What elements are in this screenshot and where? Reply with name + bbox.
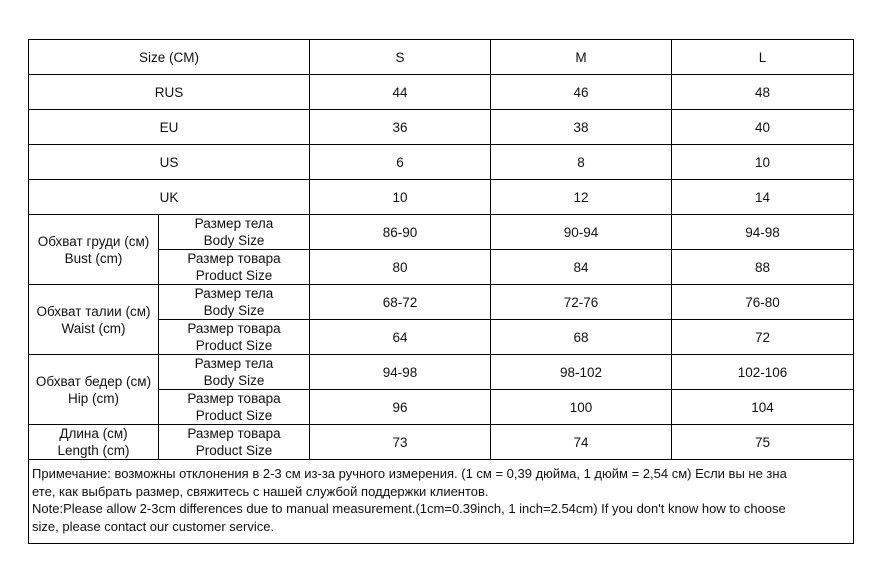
note-row <box>29 460 854 544</box>
size-chart <box>28 39 853 550</box>
table-row-us <box>29 145 854 180</box>
size-table <box>28 39 854 544</box>
measure-type-en: Product Size <box>195 268 273 283</box>
measure-type <box>159 390 310 425</box>
measure-type <box>159 250 310 285</box>
table-cell: 104 <box>672 390 854 425</box>
group-label-ru: Длина (см) <box>59 426 128 441</box>
note-line-en-1: Note:Please allow 2-3cm differences due to manual measurement.(1cm=0.39inch, 1 inch=2.54cm) If you don't know how to choose <box>32 501 786 516</box>
table-cell: 76-80 <box>672 285 854 320</box>
measure-type <box>159 320 310 355</box>
note-line-ru-1: Примечание: возможны отклонения в 2-3 см из-за ручного измерения. (1 см = 0,39 дюйма, 1 дюйм = 2,54 см) Если вы не зна <box>32 466 787 481</box>
table-cell: 8 <box>491 145 672 180</box>
table-cell: 102-106 <box>672 355 854 390</box>
table-cell: 94-98 <box>672 215 854 250</box>
measure-type-en: Body Size <box>203 303 265 318</box>
note-line-ru-2: ете, как выбрать размер, свяжитесь с нашей службой поддержки клиентов. <box>32 483 489 499</box>
table-cell: 48 <box>672 75 854 110</box>
table-cell: 10 <box>672 145 854 180</box>
table-cell: 6 <box>310 145 491 180</box>
measure-type-ru: Размер товара <box>187 426 281 441</box>
measure-type-en: Body Size <box>203 373 265 388</box>
group-label-ru: Обхват бедер (см) <box>35 373 152 389</box>
row-label: US <box>29 145 310 180</box>
table-cell: 100 <box>491 390 672 425</box>
table-cell: 72-76 <box>491 285 672 320</box>
measure-type-ru: Размер тела <box>194 216 274 231</box>
measure-type <box>159 425 310 460</box>
table-row-eu <box>29 110 854 145</box>
table-cell: 72 <box>672 320 854 355</box>
group-label-ru: Обхват талии (см) <box>36 303 151 319</box>
row-label: EU <box>29 110 310 145</box>
table-cell: 46 <box>491 75 672 110</box>
table-cell: 90-94 <box>491 215 672 250</box>
table-cell: 84 <box>491 250 672 285</box>
table-cell: 68 <box>491 320 672 355</box>
table-row-rus <box>29 75 854 110</box>
row-label: UK <box>29 180 310 215</box>
header-row <box>29 40 854 75</box>
table-cell: 96 <box>310 390 491 425</box>
group-label-length <box>29 425 159 460</box>
measure-type-en: Product Size <box>195 408 273 423</box>
measure-type-ru: Размер товара <box>187 251 281 266</box>
table-row-waist-body <box>29 285 854 320</box>
group-label-en: Hip (cm) <box>68 390 119 406</box>
table-row-uk <box>29 180 854 215</box>
table-cell: 80 <box>310 250 491 285</box>
measure-type <box>159 355 310 390</box>
group-label-en: Bust (cm) <box>64 250 123 266</box>
table-cell: 98-102 <box>491 355 672 390</box>
table-row-hip-body <box>29 355 854 390</box>
table-cell: 12 <box>491 180 672 215</box>
table-cell: 75 <box>672 425 854 460</box>
table-cell: 38 <box>491 110 672 145</box>
measure-type-ru: Размер тела <box>194 286 274 301</box>
measure-type-ru: Размер товара <box>187 391 281 406</box>
header-size-m: M <box>491 40 672 75</box>
group-label-ru: Обхват груди (см) <box>37 233 150 249</box>
table-cell: 36 <box>310 110 491 145</box>
note-line-en-2: size, please contact our customer service. <box>32 518 275 534</box>
group-label-bust <box>29 215 159 285</box>
table-cell: 40 <box>672 110 854 145</box>
table-cell: 74 <box>491 425 672 460</box>
table-cell: 10 <box>310 180 491 215</box>
table-cell: 68-72 <box>310 285 491 320</box>
measure-type-en: Product Size <box>195 443 273 458</box>
group-label-waist <box>29 285 159 355</box>
header-size-label: Size (CM) <box>29 40 310 75</box>
table-cell: 86-90 <box>310 215 491 250</box>
table-row-length-product <box>29 425 854 460</box>
measure-type-ru: Размер тела <box>194 356 274 371</box>
row-label: RUS <box>29 75 310 110</box>
table-cell: 44 <box>310 75 491 110</box>
table-cell: 94-98 <box>310 355 491 390</box>
group-label-hip <box>29 355 159 425</box>
header-size-l: L <box>672 40 854 75</box>
measure-type-en: Product Size <box>195 338 273 353</box>
group-label-en: Waist (cm) <box>61 320 126 336</box>
measure-type-en: Body Size <box>203 233 265 248</box>
header-size-s: S <box>310 40 491 75</box>
table-cell: 14 <box>672 180 854 215</box>
table-cell: 64 <box>310 320 491 355</box>
group-label-en: Length (cm) <box>57 443 130 458</box>
note-cell <box>29 460 854 544</box>
measure-type <box>159 215 310 250</box>
table-cell: 88 <box>672 250 854 285</box>
table-row-bust-body <box>29 215 854 250</box>
measure-type <box>159 285 310 320</box>
measure-type-ru: Размер товара <box>187 321 281 336</box>
table-cell: 73 <box>310 425 491 460</box>
